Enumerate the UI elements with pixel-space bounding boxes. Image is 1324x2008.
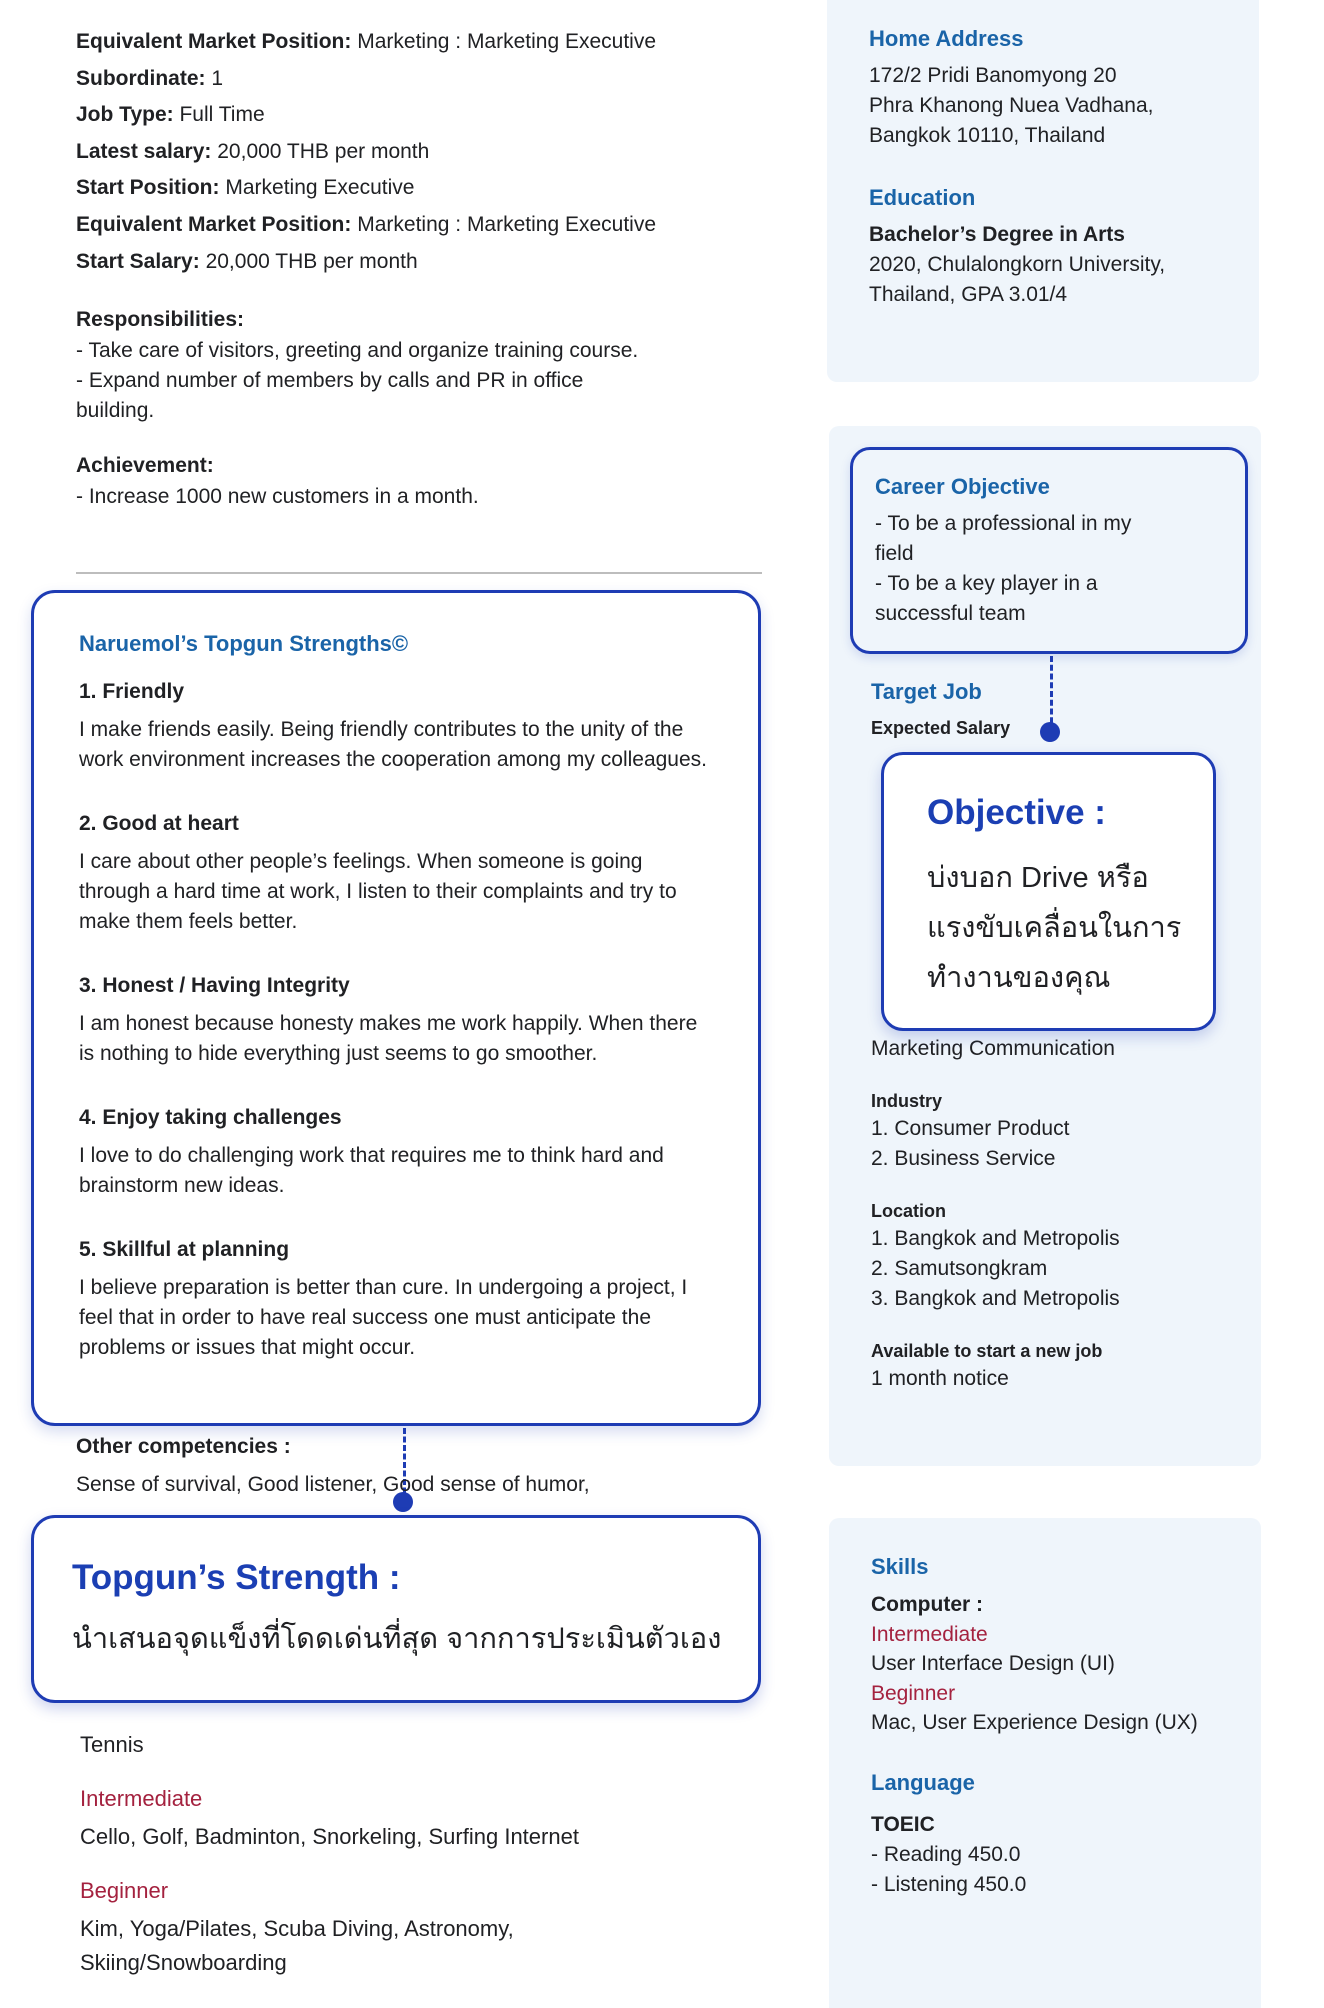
detail-row: Start Salary: 20,000 THB per month (76, 249, 418, 273)
responsibilities-heading: Responsibilities: (76, 308, 245, 332)
contact-panel: Home Address 172/2 Pridi Banomyong 20 Phra Khanong Nuea Vadhana, Bangkok 10110, Thailand Education Bachelor’s Degree in Arts 2020, Chulalongkorn University, Thailand, GPA 3.01/4 (827, 0, 1259, 382)
strength-item: 3. Honest / Having Integrity I am honest because honesty makes me work happily. When there is nothing to hide everything just seems to go smoother. (79, 974, 698, 1065)
detail-row: Latest salary: 20,000 THB per month (76, 139, 430, 163)
hobby-items: Kim, Yoga/Pilates, Scuba Diving, Astronomy, Skiing/Snowboarding (80, 1916, 514, 1975)
career-objective-box: Career Objective - To be a professional in my field - To be a key player in a successful team (850, 447, 1248, 654)
work-history (76, 24, 766, 512)
achievement-heading: Achievement: (76, 454, 214, 478)
detail-row: Equivalent Market Position: Marketing : Marketing Executive (76, 30, 657, 53)
objective-callout (881, 752, 1216, 1031)
hobby-level: Beginner (80, 1878, 169, 1903)
objective-panel: Target Job Expected Salary Marketing Communication Industry 1. Consumer Product 2. Business Service Location 1. Bangkok and Metropolis 2. Samutsongkram 3. Bangkok and Metropolis Available to start a new job 1 month notice (829, 426, 1261, 1466)
hobby-items: Cello, Golf, Badminton, Snorkeling, Surfing Internet (80, 1824, 579, 1849)
responsibility-line: - Expand number of members by calls and PR in office (76, 369, 584, 393)
topgun-callout-body: นำเสนอจุดแข็งที่โดดเด่นที่สุด จากการประเมินตัวเอง (72, 1623, 722, 1655)
skills-heading: Skills (871, 1554, 929, 1579)
hobby-level: Intermediate (80, 1786, 203, 1811)
hobby-items: Tennis (80, 1732, 144, 1757)
objective-connector-line (1050, 656, 1053, 732)
home-address-heading: Home Address (869, 26, 1024, 51)
career-objective-heading: Career Objective (875, 474, 1050, 499)
strength-item: 4. Enjoy taking challenges I love to do challenging work that requires me to think hard and brainstorm new ideas. (79, 1106, 664, 1197)
language-heading: Language (871, 1770, 975, 1795)
education-heading: Education (869, 185, 976, 210)
hobbies (80, 1690, 770, 2000)
strengths-box (31, 590, 761, 1426)
strength-item: 1. Friendly I make friends easily. Being friendly contributes to the unity of the work environment increases the cooperation among my colleagues. (79, 680, 708, 771)
strength-item: 5. Skillful at planning I believe preparation is better than cure. In undergoing a project, I feel that in order to have real success one must anticipate the problems or issues that might occur. (79, 1238, 688, 1359)
other-competencies: Other competencies : Sense of survival, Good listener, Good sense of humor, (76, 1435, 590, 1496)
achievement-line: - Increase 1000 new customers in a month. (76, 485, 479, 509)
responsibility-line: building. (76, 399, 155, 423)
strengths-title: Naruemol’s Topgun Strengths© (79, 631, 409, 656)
responsibility-line: - Take care of visitors, greeting and organize training course. (76, 339, 639, 363)
detail-row: Subordinate: 1 (76, 66, 224, 90)
detail-row: Job Type: Full Time (76, 103, 265, 127)
skills-panel: Skills Computer : Intermediate User Interface Design (UI) Beginner Mac, User Experience Design (UX) Language TOEIC - Reading 450.0 - Listening 450.0 (829, 1518, 1261, 2008)
detail-row: Start Position: Marketing Executive (76, 176, 415, 200)
topgun-callout-title: Topgun’s Strength : (72, 1558, 401, 1597)
topgun-callout (31, 1515, 761, 1703)
objective-callout-body: บ่งบอก Drive หรือ แรงขับเคลื่อนในการทำงานของคุณ (927, 862, 1182, 994)
section-divider (76, 572, 762, 574)
target-job-heading: Target Job (871, 679, 982, 704)
detail-row: Equivalent Market Position: Marketing : Marketing Executive (76, 212, 657, 236)
objective-callout-title: Objective : (927, 793, 1106, 832)
objective-connector-dot (1040, 722, 1060, 742)
strength-item: 2. Good at heart I care about other people’s feelings. When someone is going through a hard time at work, I listen to their complaints and try to make them feels better. (79, 812, 677, 933)
